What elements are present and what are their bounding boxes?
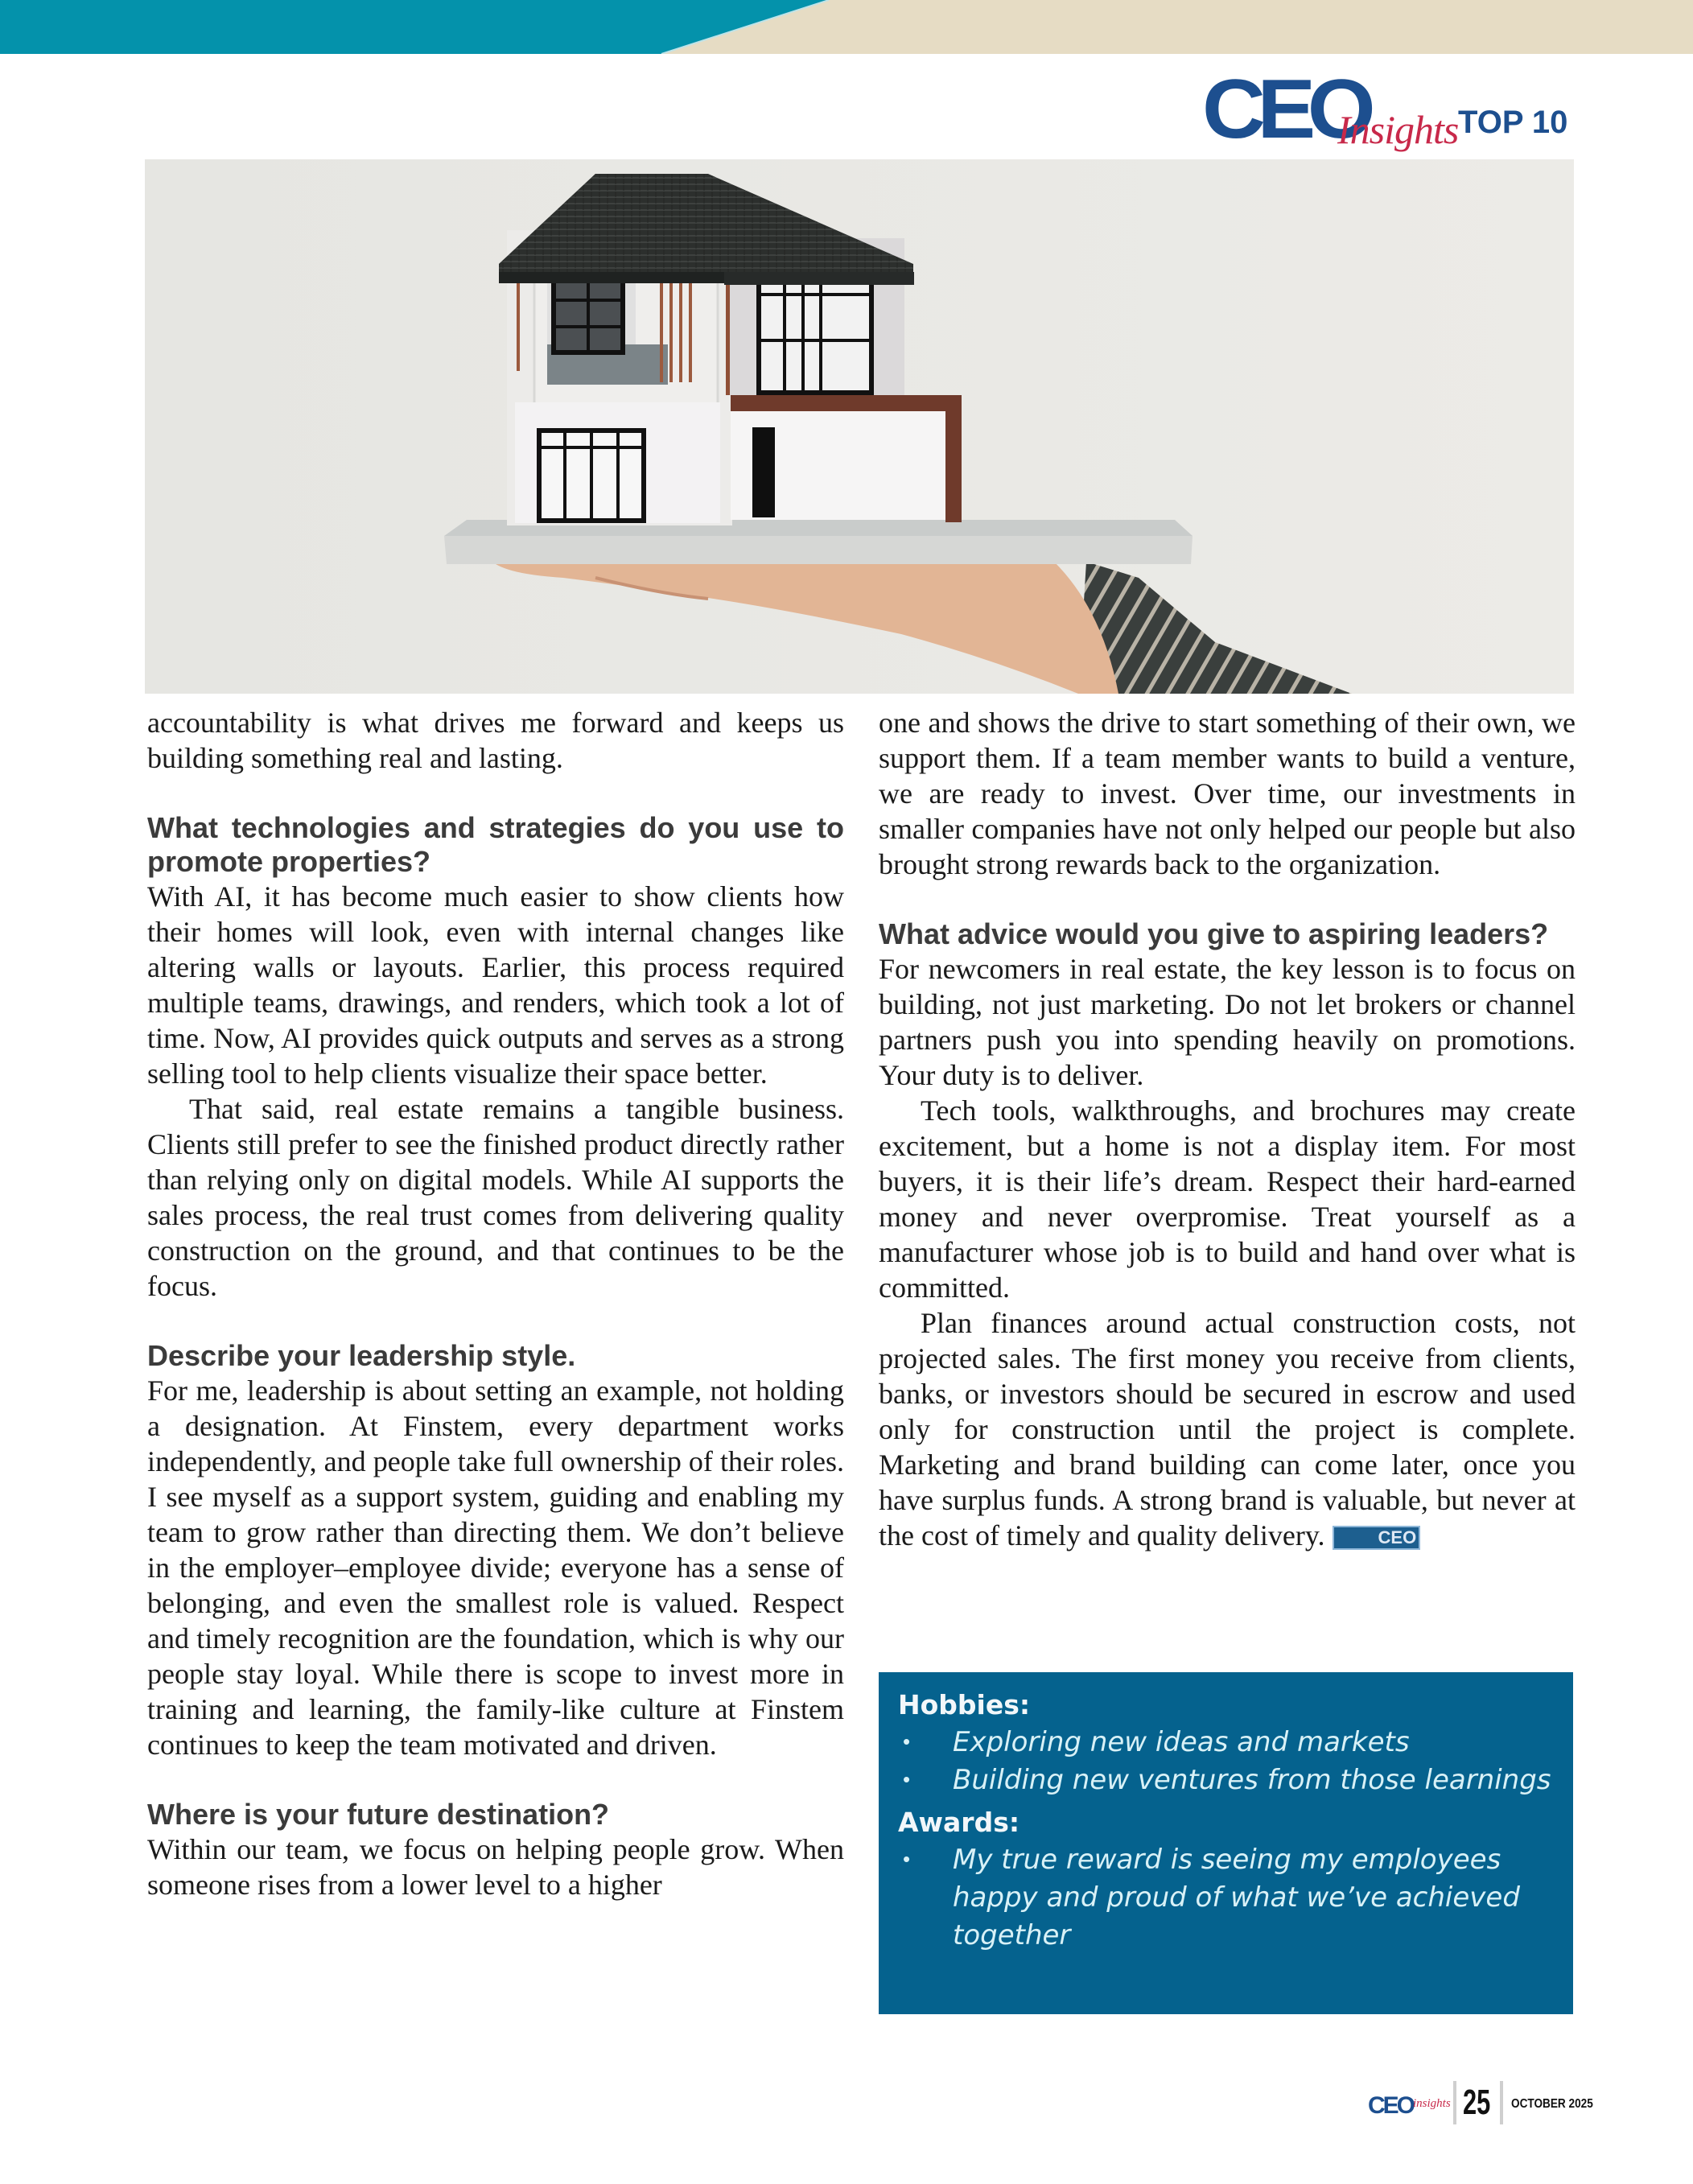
hero-photo-house-model [145,159,1574,694]
awards-title: Awards: [898,1807,1020,1838]
question-heading-technologies: What technologies and strategies do you use to promote properties? [147,811,844,878]
hobby-text: Building new ventures from those learnings [953,1764,1551,1796]
page-footer [1368,2076,1609,2132]
answer-paragraph: That said, real estate remains a tangible business. Clients still prefer to see the finished product directly rather than relying only on digital models. While AI supports the sales process, the real trust comes from delivering quality construction on the ground, and that continues to be the focus. [147,1093,844,1302]
header-teal-shape [0,0,1693,54]
hobbies-title: Hobbies: [898,1689,1031,1720]
footer-divider [1500,2081,1503,2124]
answer-paragraph [879,1305,1576,1553]
answer-paragraph: For newcomers in real estate, the key lesson is to focus on building, not just marketing. Do not let brokers or channel partners push you into spending heavily on promotions. Your duty is to deliver. [879,953,1576,1091]
footer-logo-ceo: CEO [1368,2092,1414,2119]
article-column-left [147,705,844,1902]
logo-top10-text: TOP 10 [1458,105,1568,140]
answer-paragraph: Tech tools, walkthroughs, and brochures may create excitement, but a home is not a display item. For most buyers, it is their life’s dream. Respect their hard-earned money and never overpromise. Treat yourself as a manufacturer whose job is to build and hand over what is committed. [879,1094,1576,1304]
answer-continuation: one and shows the drive to start something of their own, we support them. If a team member wants to build a venture, we are ready to invest. Over time, our investments in smaller companies have not only helped our people but also brought strong rewards back to the organization. [879,707,1576,880]
article-column-right [879,705,1576,1553]
logo-insights-text: Insights [1337,107,1459,152]
hobby-item [898,1724,1557,1762]
footer-divider [1453,2081,1456,2124]
bullet-icon: • [903,1768,911,1792]
house-illustration [145,159,1574,694]
answer-final-text: Plan finances around actual construction costs, not projected sales. The first money you receive from clients, banks, or investors should be secured in escrow and used only for construction until the project is complete. Marketing and brand building can come later, once you have surplus funds. A strong brand is valuable, but never at the cost of timely and quality delivery. [879,1307,1576,1551]
bullet-icon: • [903,1730,911,1754]
bullet-icon: • [903,1848,911,1872]
hobby-text: Exploring new ideas and markets [953,1726,1410,1758]
header-band [0,0,1693,54]
answer-paragraph: With AI, it has become much easier to show clients how their homes will look, even with internal changes like altering walls or layouts. Earlier, this process required multiple teams, drawings, and renders, which took a lot of time. Now, AI provides quick outputs and serves as a strong selling tool to help clients visualize their space better. [147,880,844,1090]
hobby-item [898,1762,1557,1799]
issue-date: OCTOBER 2025 [1511,2097,1593,2111]
answer-paragraph: Within our team, we focus on helping people grow. When someone rises from a lower level to a higher [147,1833,844,1901]
question-heading-advice: What advice would you give to aspiring leaders? [879,917,1549,950]
ceo-end-mark-icon: CEO [1333,1526,1421,1550]
question-heading-leadership: Describe your leadership style. [147,1339,576,1372]
footer-logo-insights: insights [1413,2097,1451,2110]
intro-continuation: accountability is what drives me forward and keeps us building something real and lasting. [147,707,844,774]
question-heading-future: Where is your future destination? [147,1798,610,1831]
hobbies-awards-box [879,1672,1573,2014]
award-text: My true reward is seeing my employees happy and proud of what we’ve achieved together [953,1844,1520,1951]
page-number: 25 [1463,2083,1491,2122]
awards-list [898,1841,1557,1955]
logo-ceo-text: CEO [1202,63,1368,156]
answer-paragraph: For me, leadership is about setting an example, not holding a designation. At Finstem, every department works independently, and people take full ownership of their roles. I see myself as a support system, guiding and enabling my team to grow rather than directing them. We don’t believe in the employer–employee divide; everyone has a sense of belonging, and even the smallest role is valued. Respect and timely recognition are the foundation, which is why our people stay loyal. While there is scope to invest more in training and learning, the family-like culture at Finstem continues to keep the team motivated and driven. [147,1374,844,1761]
award-item [898,1841,1557,1955]
hobbies-list [898,1724,1557,1799]
